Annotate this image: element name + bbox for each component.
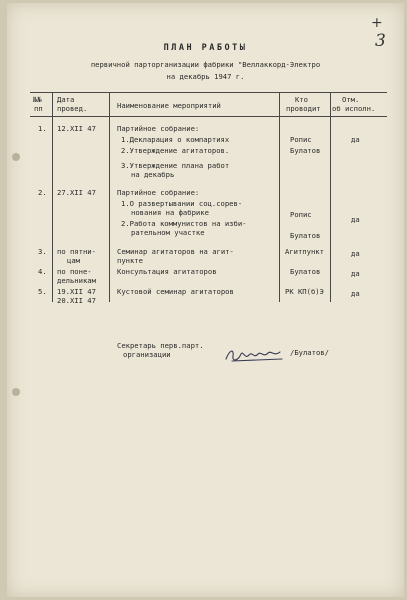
row-2-who-1: Ропис (290, 210, 312, 219)
row-3-name-2: пункте (117, 256, 143, 265)
footer-position: Секретарь перв.парт. (117, 341, 204, 350)
column-divider (279, 92, 280, 302)
row-3-date: по пятни- (57, 247, 96, 256)
subtitle-line-2: на декабрь 1947 г. (166, 72, 245, 81)
footer-name: /Булатов/ (290, 348, 329, 357)
row-1-item-2: 2.Утверждение агитаторов. (121, 146, 230, 155)
row-1-who-1: Ропис (290, 135, 312, 144)
subtitle-line-1: первичной парторганизации фабрики "Веллаккорд-Электро (90, 60, 321, 69)
column-divider (109, 92, 110, 302)
row-1-date: 12.XII 47 (57, 124, 96, 133)
row-5-date: 19.XII 47 (57, 287, 96, 296)
handwritten-signature (224, 347, 286, 365)
row-3-num: 3. (38, 247, 47, 256)
punch-hole (12, 388, 20, 396)
row-1-who-2: Булатов (290, 146, 321, 155)
row-3-who: Агитпункт (285, 247, 324, 256)
table-header-border (30, 116, 387, 117)
page-number: 3 (375, 31, 386, 51)
row-3-date-2: цам (67, 256, 80, 265)
row-1-mark: да (351, 135, 360, 144)
row-4-who: Булатов (290, 267, 321, 276)
header-date: Дата (57, 95, 75, 104)
row-2-name: Партийное собрание: (117, 188, 200, 197)
row-2-item-1: 1.О развертывании соц.сорев- (121, 199, 243, 208)
header-name: Наименование мероприятий (117, 101, 221, 110)
row-2-item-1b: нования на фабрике (131, 208, 209, 217)
row-1-item-3: 3.Утверждение плана работ (121, 161, 230, 170)
header-mark-2: об исполн. (332, 104, 376, 113)
page-title: ПЛАН РАБОТЫ (163, 43, 248, 53)
header-mark: Отм. (342, 95, 360, 104)
row-5-date-2: 20.XII 47 (57, 296, 96, 305)
header-who: Кто (295, 95, 308, 104)
header-num: №№ (33, 95, 42, 104)
row-5-name: Кустовой семинар агитаторов (117, 287, 234, 296)
row-4-num: 4. (38, 267, 47, 276)
row-2-date: 27.XII 47 (57, 188, 96, 197)
punch-hole (12, 153, 20, 161)
header-who-2: проводит (286, 104, 321, 113)
row-5-who: РК КП(б)Э (285, 287, 324, 296)
row-3-mark: да (351, 249, 360, 258)
row-4-date: по поне- (57, 267, 92, 276)
row-1-item-1: 1.Декларация о компартиях (121, 135, 230, 144)
row-2-mark: да (351, 215, 360, 224)
footer-organization: организации (123, 350, 171, 359)
row-1-name: Партийное собрание: (117, 124, 200, 133)
table-top-border (30, 92, 387, 93)
row-1-num: 1. (38, 124, 47, 133)
document-page (7, 3, 404, 597)
column-divider (52, 92, 53, 302)
row-3-name: Семинар агитаторов на агит- (117, 247, 234, 256)
row-4-date-2: дельникам (57, 276, 96, 285)
header-date-2: провед. (57, 104, 88, 113)
row-2-who-2: Булатов (290, 231, 321, 240)
row-5-num: 5. (38, 287, 47, 296)
header-num-2: пп (34, 104, 43, 113)
row-4-mark: да (351, 269, 360, 278)
column-divider (330, 92, 331, 302)
row-2-item-2b: рательном участке (131, 228, 205, 237)
row-4-name: Консультация агитаторов (117, 267, 217, 276)
row-1-item-3b: на декабрь (131, 170, 175, 179)
row-5-mark: да (351, 289, 360, 298)
page-mark: + (371, 15, 383, 31)
row-2-item-2: 2.Работа коммунистов на изби- (121, 219, 247, 228)
row-2-num: 2. (38, 188, 47, 197)
